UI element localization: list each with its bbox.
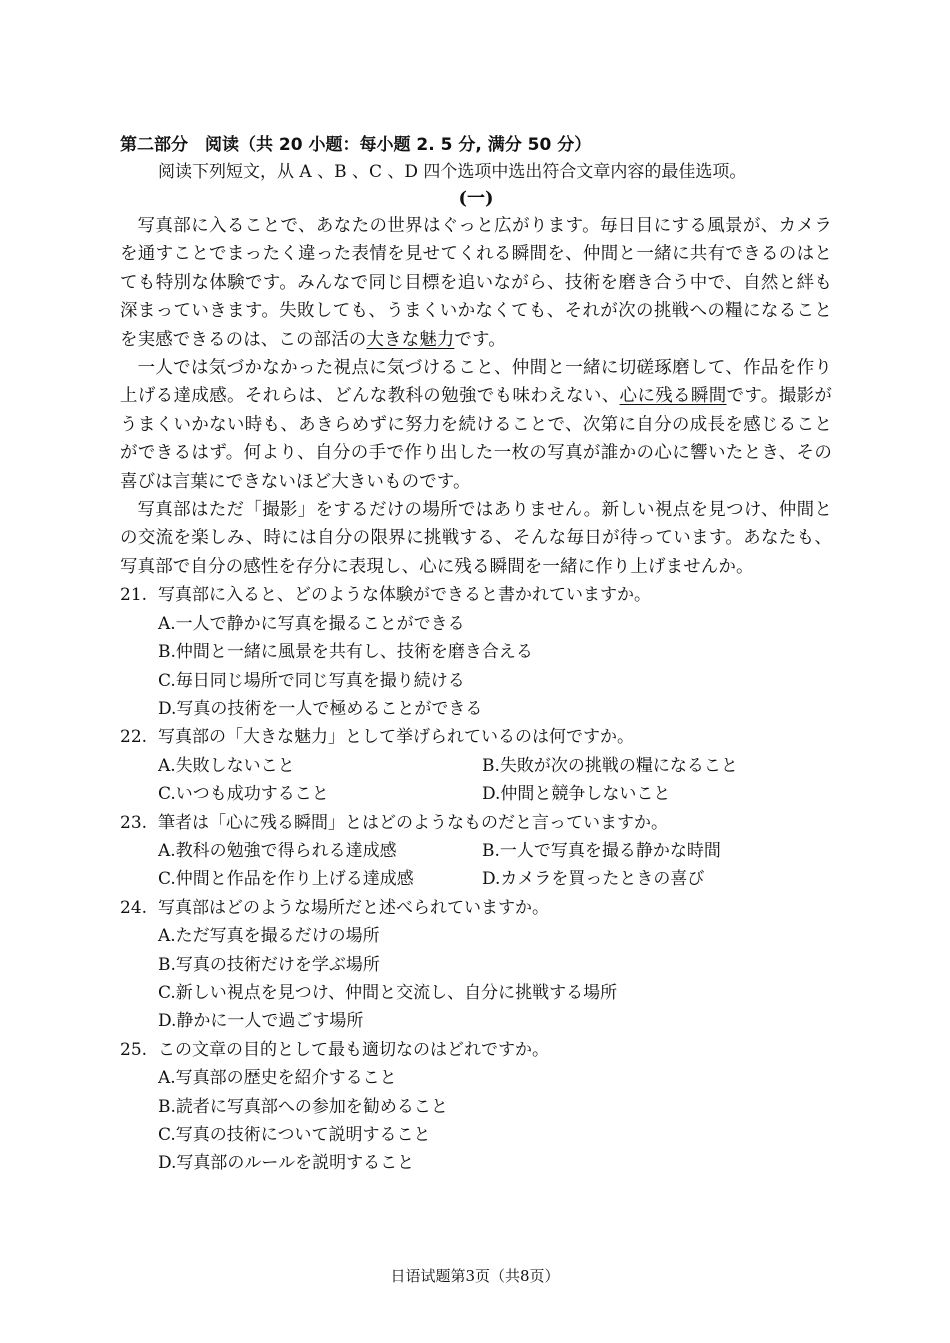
paragraph-2-text-a: 一人では気づかなかった視点に気づけること、仲間と一緒に切磋琢磨して、作品を作り上げる達成感。それらは、どんな教科の勉強でも味わえない、 — [120, 358, 832, 407]
question-stem: 写真部はどのような場所だと述べられていますか。 — [158, 897, 549, 918]
option-d[interactable]: D.静かに一人で過ごす場所 — [158, 1011, 364, 1032]
option-d[interactable]: D.カメラを買ったときの喜び — [482, 869, 705, 890]
page-footer: 日语试题第3页（共8页） — [390, 1267, 560, 1285]
reading-passage — [120, 212, 832, 581]
option-list — [120, 1064, 832, 1178]
question-22 — [120, 723, 832, 808]
passage-number: (一) — [458, 188, 494, 209]
section-heading: 第二部分 阅读（共 20 小题：每小题 2. 5 分, 满分 50 分） — [120, 135, 592, 155]
option-c[interactable]: C.いつも成功すること — [158, 784, 329, 805]
option-a[interactable]: A.写真部の歴史を紹介すること — [158, 1068, 397, 1089]
question-number: 22. — [120, 727, 148, 748]
paragraph-1-text-a: 写真部に入ることで、あなたの世界はぐっと広がります。毎日目にする風景が、カメラを通すことでまったく違った表情を見せてくれる瞬間を、仲間と一緒に共有できるのはとても特別な体験です。みんなで同じ目標を追いながら、技術を磨き合う中で、自然と絆も深まっていきます。失敗しても、うまくいかなくても、それが次の挑戦への糧になることを実感できるのは、この部活の — [120, 216, 832, 350]
question-number: 25. — [120, 1039, 148, 1060]
option-a[interactable]: A.ただ写真を撮るだけの場所 — [158, 926, 380, 947]
question-stem: 写真部に入ると、どのような体験ができると書かれていますか。 — [158, 585, 651, 606]
paragraph-1-text-b: です。 — [454, 329, 506, 350]
question-23 — [120, 809, 832, 894]
option-b[interactable]: B.失敗が次の挑戦の糧になること — [482, 755, 738, 776]
option-d[interactable]: D.写真部のルールを説明すること — [158, 1153, 415, 1174]
question-24 — [120, 894, 832, 1036]
option-a[interactable]: A.教科の勉強で得られる達成感 — [158, 840, 397, 861]
option-a[interactable]: A.失敗しないこと — [158, 755, 295, 776]
passage-paragraph-1 — [120, 212, 832, 354]
option-c[interactable]: C.毎日同じ場所で同じ写真を撮り続ける — [158, 670, 465, 691]
option-c[interactable]: C.仲間と作品を作り上げる達成感 — [158, 869, 414, 890]
question-stem: 写真部の「大きな魅力」として挙げられているのは何ですか。 — [158, 727, 634, 748]
option-b[interactable]: B.一人で写真を撮る静かな時間 — [482, 840, 721, 861]
option-list — [120, 752, 832, 809]
passage-paragraph-3: 写真部はただ「撮影」をするだけの場所ではありません。新しい視点を見つけ、仲間との交流を楽しみ、時には自分の限界に挑戦する、そんな毎日が待っています。あなたも、写真部で自分の感性を存分に表現し、心に残る瞬間を一緒に作り上げませんか。 — [120, 500, 832, 577]
option-list — [120, 922, 832, 1036]
question-stem: 筆者は「心に残る瞬間」とはどのようなものだと言っていますか。 — [158, 812, 668, 833]
question-number: 21. — [120, 585, 148, 606]
paragraph-2-text-b: です。撮影がうまくいかない時も、あきらめずに努力を続けることで、次第に自分の成長を感じることができるはず。何より、自分の手で作り出した一枚の写真が誰かの心に響いたとき、その喜びは言葉にできないほど大きいものです。 — [120, 386, 832, 492]
question-21 — [120, 581, 832, 723]
underlined-phrase-moment: 心に残る瞬間 — [619, 386, 727, 407]
exam-page — [120, 132, 832, 1178]
option-list — [120, 610, 832, 724]
question-number: 23. — [120, 812, 148, 833]
passage-paragraph-2 — [120, 354, 832, 496]
question-stem: この文章の目的として最も適切なのはどれですか。 — [158, 1039, 549, 1060]
question-number: 24. — [120, 897, 148, 918]
option-d[interactable]: D.仲間と競争しないこと — [482, 784, 671, 805]
option-list — [120, 837, 832, 894]
option-b[interactable]: B.写真の技術だけを学ぶ場所 — [158, 954, 380, 975]
section-instruction: 阅读下列短文，从 A 、B 、C 、D 四个选项中选出符合文章内容的最佳选项。 — [158, 162, 747, 182]
underlined-phrase-attraction: 大きな魅力 — [366, 329, 455, 350]
option-b[interactable]: B.読者に写真部への参加を勧めること — [158, 1096, 448, 1117]
option-c[interactable]: C.新しい視点を見つけ、仲間と交流し、自分に挑戦する場所 — [158, 982, 618, 1003]
option-b[interactable]: B.仲間と一緒に風景を共有し、技術を磨き合える — [158, 642, 533, 663]
question-25 — [120, 1036, 832, 1178]
option-a[interactable]: A.一人で静かに写真を撮ることができる — [158, 613, 465, 634]
option-c[interactable]: C.写真の技術について説明すること — [158, 1125, 431, 1145]
option-d[interactable]: D.写真の技術を一人で極めることができる — [158, 698, 483, 719]
